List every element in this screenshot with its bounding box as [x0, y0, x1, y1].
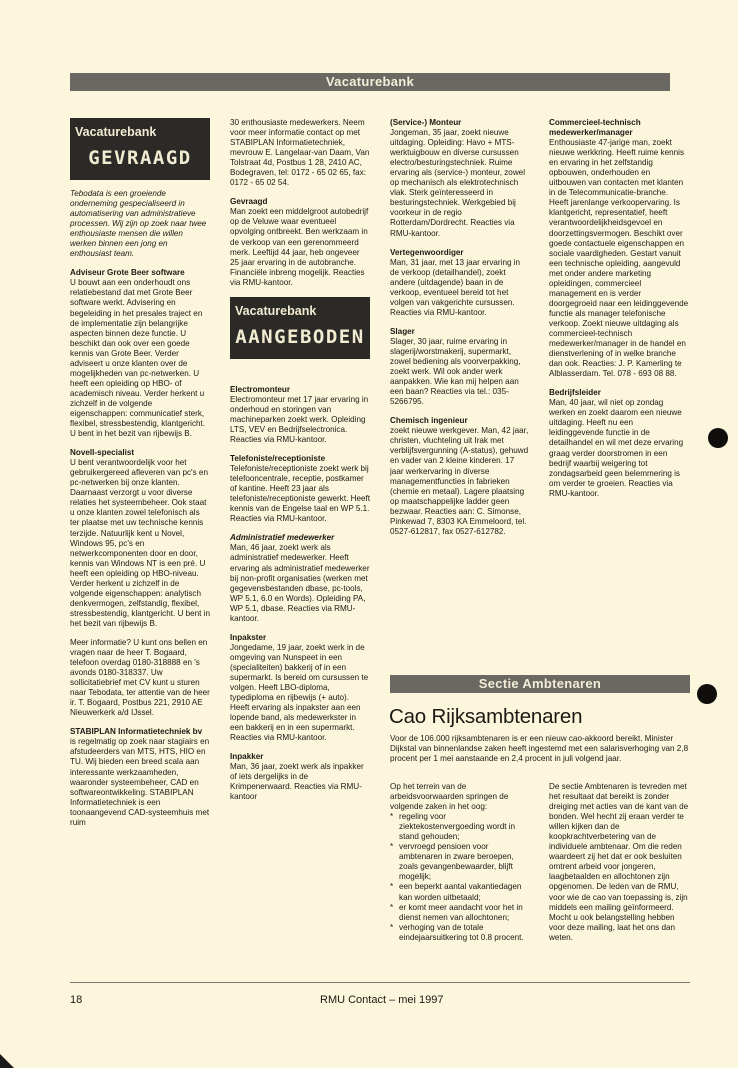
- ad-heading: Administratief medewerker: [230, 533, 335, 543]
- column-3: [390, 118, 530, 546]
- ad-body: Telefoniste/receptioniste zoekt werk bij telefooncentrale, receptie, postkamer of kantine. Heeft 23 jaar als telefoniste/receptioniste gewerkt. Heeft kennis van de Engelse taal en WP 5.1. Reacties via RMU-kantoor.: [230, 464, 371, 524]
- article-intro: Op het terrein van de arbeidsvoorwaarden springen de volgende zaken in het oog:: [390, 782, 509, 812]
- publication-footer: RMU Contact – mei 1997: [320, 994, 444, 1006]
- ad-body: zoekt nieuwe werkgever. Man, 42 jaar, christen, vluchteling uit Irak met verblijfsvergunning (A-status), gehuwd en vader van 2 kleine kinderen. 17 jaar werkervaring in diverse managementfuncties in fabrieken (chemie en metaal). Lagere plaatsing op maatschappelijke ladder geen bezwaar. Reacties aan: C. Simonse, Pinkewad 7, 8303 KA Emmeloord, tel. 0527-612817, fax 0527-612782.: [390, 426, 529, 536]
- page-number: 18: [70, 994, 83, 1006]
- vacaturebank-aangeboden-box: [230, 297, 370, 359]
- list-item: * een beperkt aantal vakantiedagen kan worden uitbetaald;: [390, 882, 530, 902]
- ad-heading: Chemisch ingenieur: [390, 416, 468, 426]
- ad-heading: Telefoniste/receptioniste: [230, 454, 326, 464]
- list-item: * regeling voor ziektekostenvergoeding wordt in stand gehouden;: [390, 812, 530, 842]
- ad-body: U bouwt aan een onderhoudt ons relatiebestand dat met Grote Beer software werkt. Advisering en begeleiding in het presales traject en de implementatie zijn belangrijke aspecten binnen deze functie. U beschikt dan ook over een goede kennis van Grote Beer. Verder adviseert u onze klanten over de mogelijkheden van pc-netwerken. U heeft een opleiding op HBO- of academisch niveau. Verder herkent u zichzelf in de volgende eigenschappen: communicatief sterk, flexibel, stressbestendig, klantgericht. U bent in het bezit van rijbewijs B.: [70, 278, 206, 439]
- article-bullet-list: [390, 812, 530, 943]
- ad-body: is regelmatig op zoek naar stagiairs en afstudeerders van MTS, HTS, HIO en TU. Wij bieden een breed scala aan interessante werkzaamheden, waaronder systeembeheer, CAD en softwareontwikkeling. STABIPLAN Informatietechniek is een toonaangevend CAD-systeemhuis met ruim: [70, 737, 210, 827]
- article-title: Cao Rijksambtenaren: [389, 705, 583, 728]
- ad-body: Man, 40 jaar, wil niet op zondag werken en zoekt daarom een nieuwe uitdaging. Heeft nu een leidinggevende functie in de detailhandel en wil met deze ervaring graag verder doorstromen in een bedrijf waarbij weigering tot zondagsarbeid geen belemmering is om verder te groeien. Reacties via RMU-kantoor.: [549, 398, 684, 498]
- list-item: * er komt meer aandacht voor het in dienst nemen van allochtonen;: [390, 903, 530, 923]
- tebodata-intro: Tebodata is een groeiende onderneming gespecialiseerd in automatisering van administratieve processen. Wij zijn op zoek naar twee enthousiaste mensen die willen werken binnen een jong en enthousiast team.: [70, 189, 207, 259]
- article-left-column: [390, 782, 530, 943]
- ad-heading: STABIPLAN Informatietechniek bv: [70, 727, 203, 737]
- article-lead: Voor de 106.000 rijksambtenaren is er een nieuw cao-akkoord bereikt. Minister Dijkstal van binnenlandse zaken heeft ingestemd met een salarisverhoging van 2,8 procent per 1 mei aanstaande en 2,4 procent in juli volgend jaar.: [390, 734, 689, 764]
- ad-heading: Inpakster: [230, 632, 267, 642]
- column-2: [230, 118, 370, 812]
- ad-body: U bent verantwoordelijk voor het gebruikergereed afleveren van pc's en pc-netwerken bij onze klanten. Daarnaast verzorgt u voor diverse relaties het systeembeheer. Ook staat u onze klanten zowel telefonisch als ter plaatse met uw technische kennis terzijde. Natuurlijk kent u Novel, Windows 95, pc's en netwerkcomponenten door en door, kennis van Windows NT is een pré. U heeft een opleiding op HBO-niveau. Verder herkent u zichzelf in de volgende eigenschappen: analytisch denkvermogen, zelfstandig, flexibel, stressbestendig, klantgericht. U bent in het bezit van rijbewijs B.: [70, 458, 211, 628]
- contact-paragraph: Meer informatie? U kunt ons bellen en vragen naar de heer T. Bogaard, telefoon overdag 0180-318888 en 's avonds 0180-318337. Uw sollicitatiebrief met CV kunt u sturen naar Tebodata, ter attentie van de heer ir. T. Bogaard, Postbus 221, 2910 AE Nieuwerkerk a/d IJssel.: [70, 637, 210, 718]
- section-header-title: Vacaturebank: [325, 74, 415, 89]
- ad-heading: Gevraagd: [230, 197, 268, 207]
- column-1: [70, 118, 210, 837]
- ad-body: Jongeman, 35 jaar, zoekt nieuwe uitdaging. Opleiding: Havo + MTS-werktuigbouw en diverse cursussen electro/besturingstechniek. Ruime ervaring als (service-) monteur, zowel op mechanisch als elektrotechnisch vlak. Sterk geïnteresseerd in besturingstechniek. Werkgebied bij voorkeur in de regio Rotterdam/Dordrecht. Reacties via RMU-kantoor.: [390, 128, 526, 238]
- ad-body: Man, 31 jaar, met 13 jaar ervaring in de verkoop (detailhandel), zoekt andere (uitdagende) baan in de verkoop, eventueel bereid tot het volgen van vakgerichte cursussen. Reacties via RMU-kantoor.: [390, 257, 521, 317]
- article-body: De sectie Ambtenaren is tevreden met het resultaat dat bereikt is zonder dreiging met acties van de kant van de bonden. Wel hecht zij eraan verder te willen kijken dan de koopkrachtverbetering van de individuele ambtenaar. Om die reden waardeert zij het dat er ook besluiten omtrent arbeid voor jongeren, laagbetaalden en allochtonen zijn opgenomen. De leden van de RMU, voor wie de cao van toepassing is, zijn middels een mailing geïnformeerd. Mocht u ook belangstelling hebben voor deze mailing, laat het ons dan weten.: [549, 782, 689, 942]
- ad-body: 30 enthousiaste medewerkers. Neem voor meer informatie contact op met STABIPLAN Informatietechniek, mevrouw E. Langelaar-van Daam, Van Tolstraat 4d, Postbus 1 28, 2410 AC, Bodegraven, tel: 0172 - 65 02 65, fax: 0172 - 65 02 54.: [230, 118, 370, 188]
- ad-heading: Vertegenwoordiger: [390, 247, 464, 257]
- sectie-ambtenaren-bar: [390, 675, 690, 693]
- ad-heading: Slager: [390, 326, 415, 336]
- ad-body: Man, 36 jaar, zoekt werk als inpakker of iets dergelijks in de Krimpenerwaard. Reacties via RMU-kantoor: [230, 762, 364, 802]
- binder-hole-dot: [708, 428, 728, 448]
- ad-body: Man, 46 jaar, zoekt werk als administratief medewerker. Heeft ervaring als administratief medewerker bij non-profit organisaties (werken met gegevensbestanden dbase, pc-tools, WP 5.1, 6.0 en Words). Opleiding PA, WP 5.1, dbase. Reacties via RMU-kantoor.: [230, 543, 370, 623]
- ad-heading: Adviseur Grote Beer software: [70, 268, 185, 278]
- ad-body: Enthousiaste 47-jarige man, zoekt nieuwe werkkring. Heeft ruime kennis en ervaring in het zelfstandig opbouwen, onderhouden en uitbouwen van contacten met klanten in de Telecommunicatie-branche. Heeft jarenlange verkoopervaring. Is klantgericht, representatief, heeft verantwoordelijkheidsgevoel en doorzettingsvermogen. Beschikt over goede contactuele eigenschappen en sociale vaardigheden. Gestart vanuit een technische opleiding, aangevuld met onder andere marketing opleidingen, commercieel management en is verder doorgegroeid naar een leidinggevende functie als manager telefonische verkoop. Zoekt nieuwe uitdaging als commercieel-technisch medewerker/manager in de handel en dienstverlening of in welke branche dan ook. Reacties: J. P. Kamerling te Alblasserdam. Tel. 078 - 693 08 88.: [549, 138, 689, 379]
- ad-heading: (Service-) Monteur: [390, 118, 462, 127]
- vacaturebank-box-title: Vacaturebank: [75, 125, 157, 139]
- vacaturebank-gevraagd-box: [70, 118, 210, 180]
- sectie-bar-title: Sectie Ambtenaren: [478, 676, 602, 691]
- vacaturebank-box-subtitle: GEVRAAGD: [88, 147, 192, 169]
- ad-heading: Novell-specialist: [70, 448, 135, 458]
- footer-divider: [70, 982, 690, 983]
- ad-heading: Inpakker: [230, 752, 264, 762]
- vacaturebank-box-subtitle: AANGEBODEN: [235, 325, 365, 348]
- section-header-bar: [70, 73, 670, 91]
- ad-body: Man zoekt een middelgroot autobedrijf op de Veluwe waar eventueel opvolging ontbreekt. Ben werkzaam in de verkoop van een gerenommeerd merk. Leeftijd 44 jaar, heb ongeveer 25 jaar ervaring in de autobranche. Financiële inbreng mogelijk. Reacties via RMU-kantoor.: [230, 207, 369, 287]
- binder-hole-dot: [697, 684, 717, 704]
- ad-heading: Electromonteur: [230, 384, 291, 394]
- list-item: * vervroegd pensioen voor ambtenaren in zware beroepen, zoals gevangenbewaarder, blijft mogelijk;: [390, 842, 530, 882]
- article-right-column: [549, 782, 689, 943]
- ad-heading: Bedrijfsleider: [549, 388, 601, 398]
- ad-body: Jongedame, 19 jaar, zoekt werk in de omgeving van Nunspeet in een (specialiteiten) bakkerij of in een supermarkt. Is bereid om cursussen te volgen. Heeft LBO-diploma, typediploma en rijbewijs (+ auto). Heeft ervaring als inpakster aan een lopende band, als medewerkster in een bakkerij en in een supermarkt. Reacties via RMU-kantoor.: [230, 642, 369, 743]
- ad-body: Slager, 30 jaar, ruime ervaring in slagerij/worstmakerij, supermarkt, zowel bediening als voorverpakking, zoekt werk. Wil ook ander werk aanpakken. Wie kan mij helpen aan een baan? Reacties via tel.: 035-5266795.: [390, 336, 521, 407]
- ad-body: Electromonteur met 17 jaar ervaring in onderhoud en storingen van machineparken zoekt werk. Opleiding LTS, VEV en Bedrijfselectronica. Reacties via RMU-kantoor.: [230, 394, 369, 444]
- column-4: [549, 118, 689, 508]
- page-corner-shadow: [0, 1054, 14, 1068]
- ad-heading: Commercieel-technisch medewerker/manager: [549, 118, 641, 138]
- list-item: * verhoging van de totale eindejaarsuitkering tot 0.8 procent.: [390, 923, 530, 943]
- vacaturebank-box-title: Vacaturebank: [235, 303, 317, 318]
